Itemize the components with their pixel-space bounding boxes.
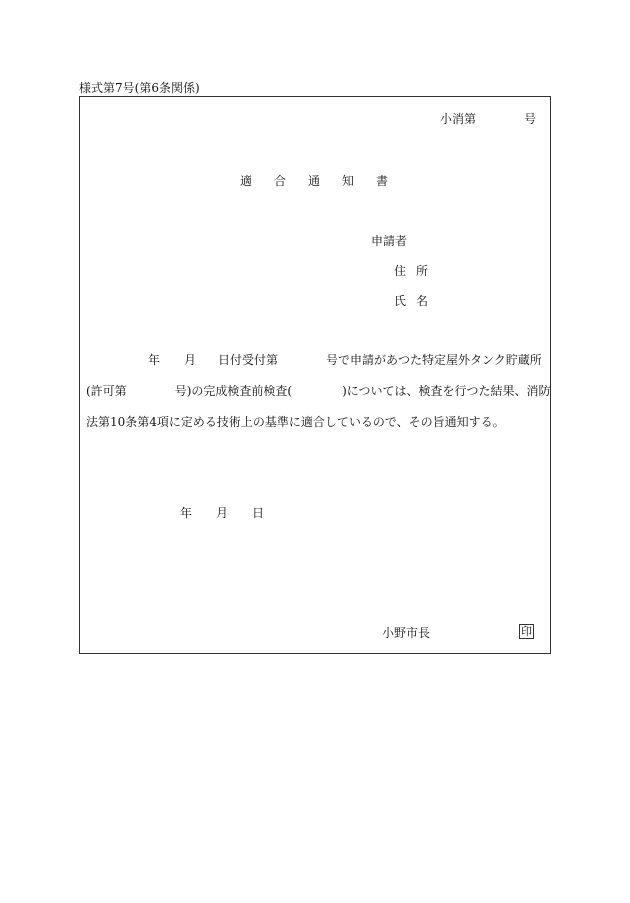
body-line-1 [148,354,542,366]
name-label-char: 氏 [394,294,407,308]
notice-date [180,507,264,519]
date-month: 月 [216,506,229,520]
date-year: 年 [180,506,193,520]
address-label-char: 所 [416,264,429,278]
document-number-prefix: 小消第 [440,112,477,126]
body-permit-open: (許可第 [86,384,127,398]
body-line-3: 法第10条第4項に定める技術上の基準に適合しているので、その旨通知する。 [86,415,505,429]
name-label [394,295,428,307]
title-char: 知 [342,174,355,188]
date-day: 日 [252,506,265,520]
document-number [440,113,536,125]
address-label-char: 住 [394,264,407,278]
body-line-2-rest: )については、検査を行つた結果、消防 [342,384,551,398]
document-number-suffix: 号 [524,112,537,126]
address-label [394,265,428,277]
title-char: 合 [274,174,287,188]
body-line-2 [86,385,551,397]
form-number-label: 様式第7号(第6条関係) [79,81,200,95]
body-line-1-rest: 号で申請があつた特定屋外タンク貯蔵所 [326,353,542,367]
seal-mark: 印 [521,625,532,638]
issuer-name: 小野市長 [382,626,431,640]
body-month: 月 [184,353,197,367]
title-char: 通 [308,174,321,188]
body-year: 年 [148,353,161,367]
name-label-char: 名 [416,294,429,308]
body-reception: 日付受付第 [218,353,279,367]
body-permit-close: 号)の完成検査前検査( [174,384,293,398]
document-title [240,175,410,187]
title-char: 書 [376,174,389,188]
applicant-label: 申請者 [371,234,408,248]
title-char: 適 [240,174,253,188]
